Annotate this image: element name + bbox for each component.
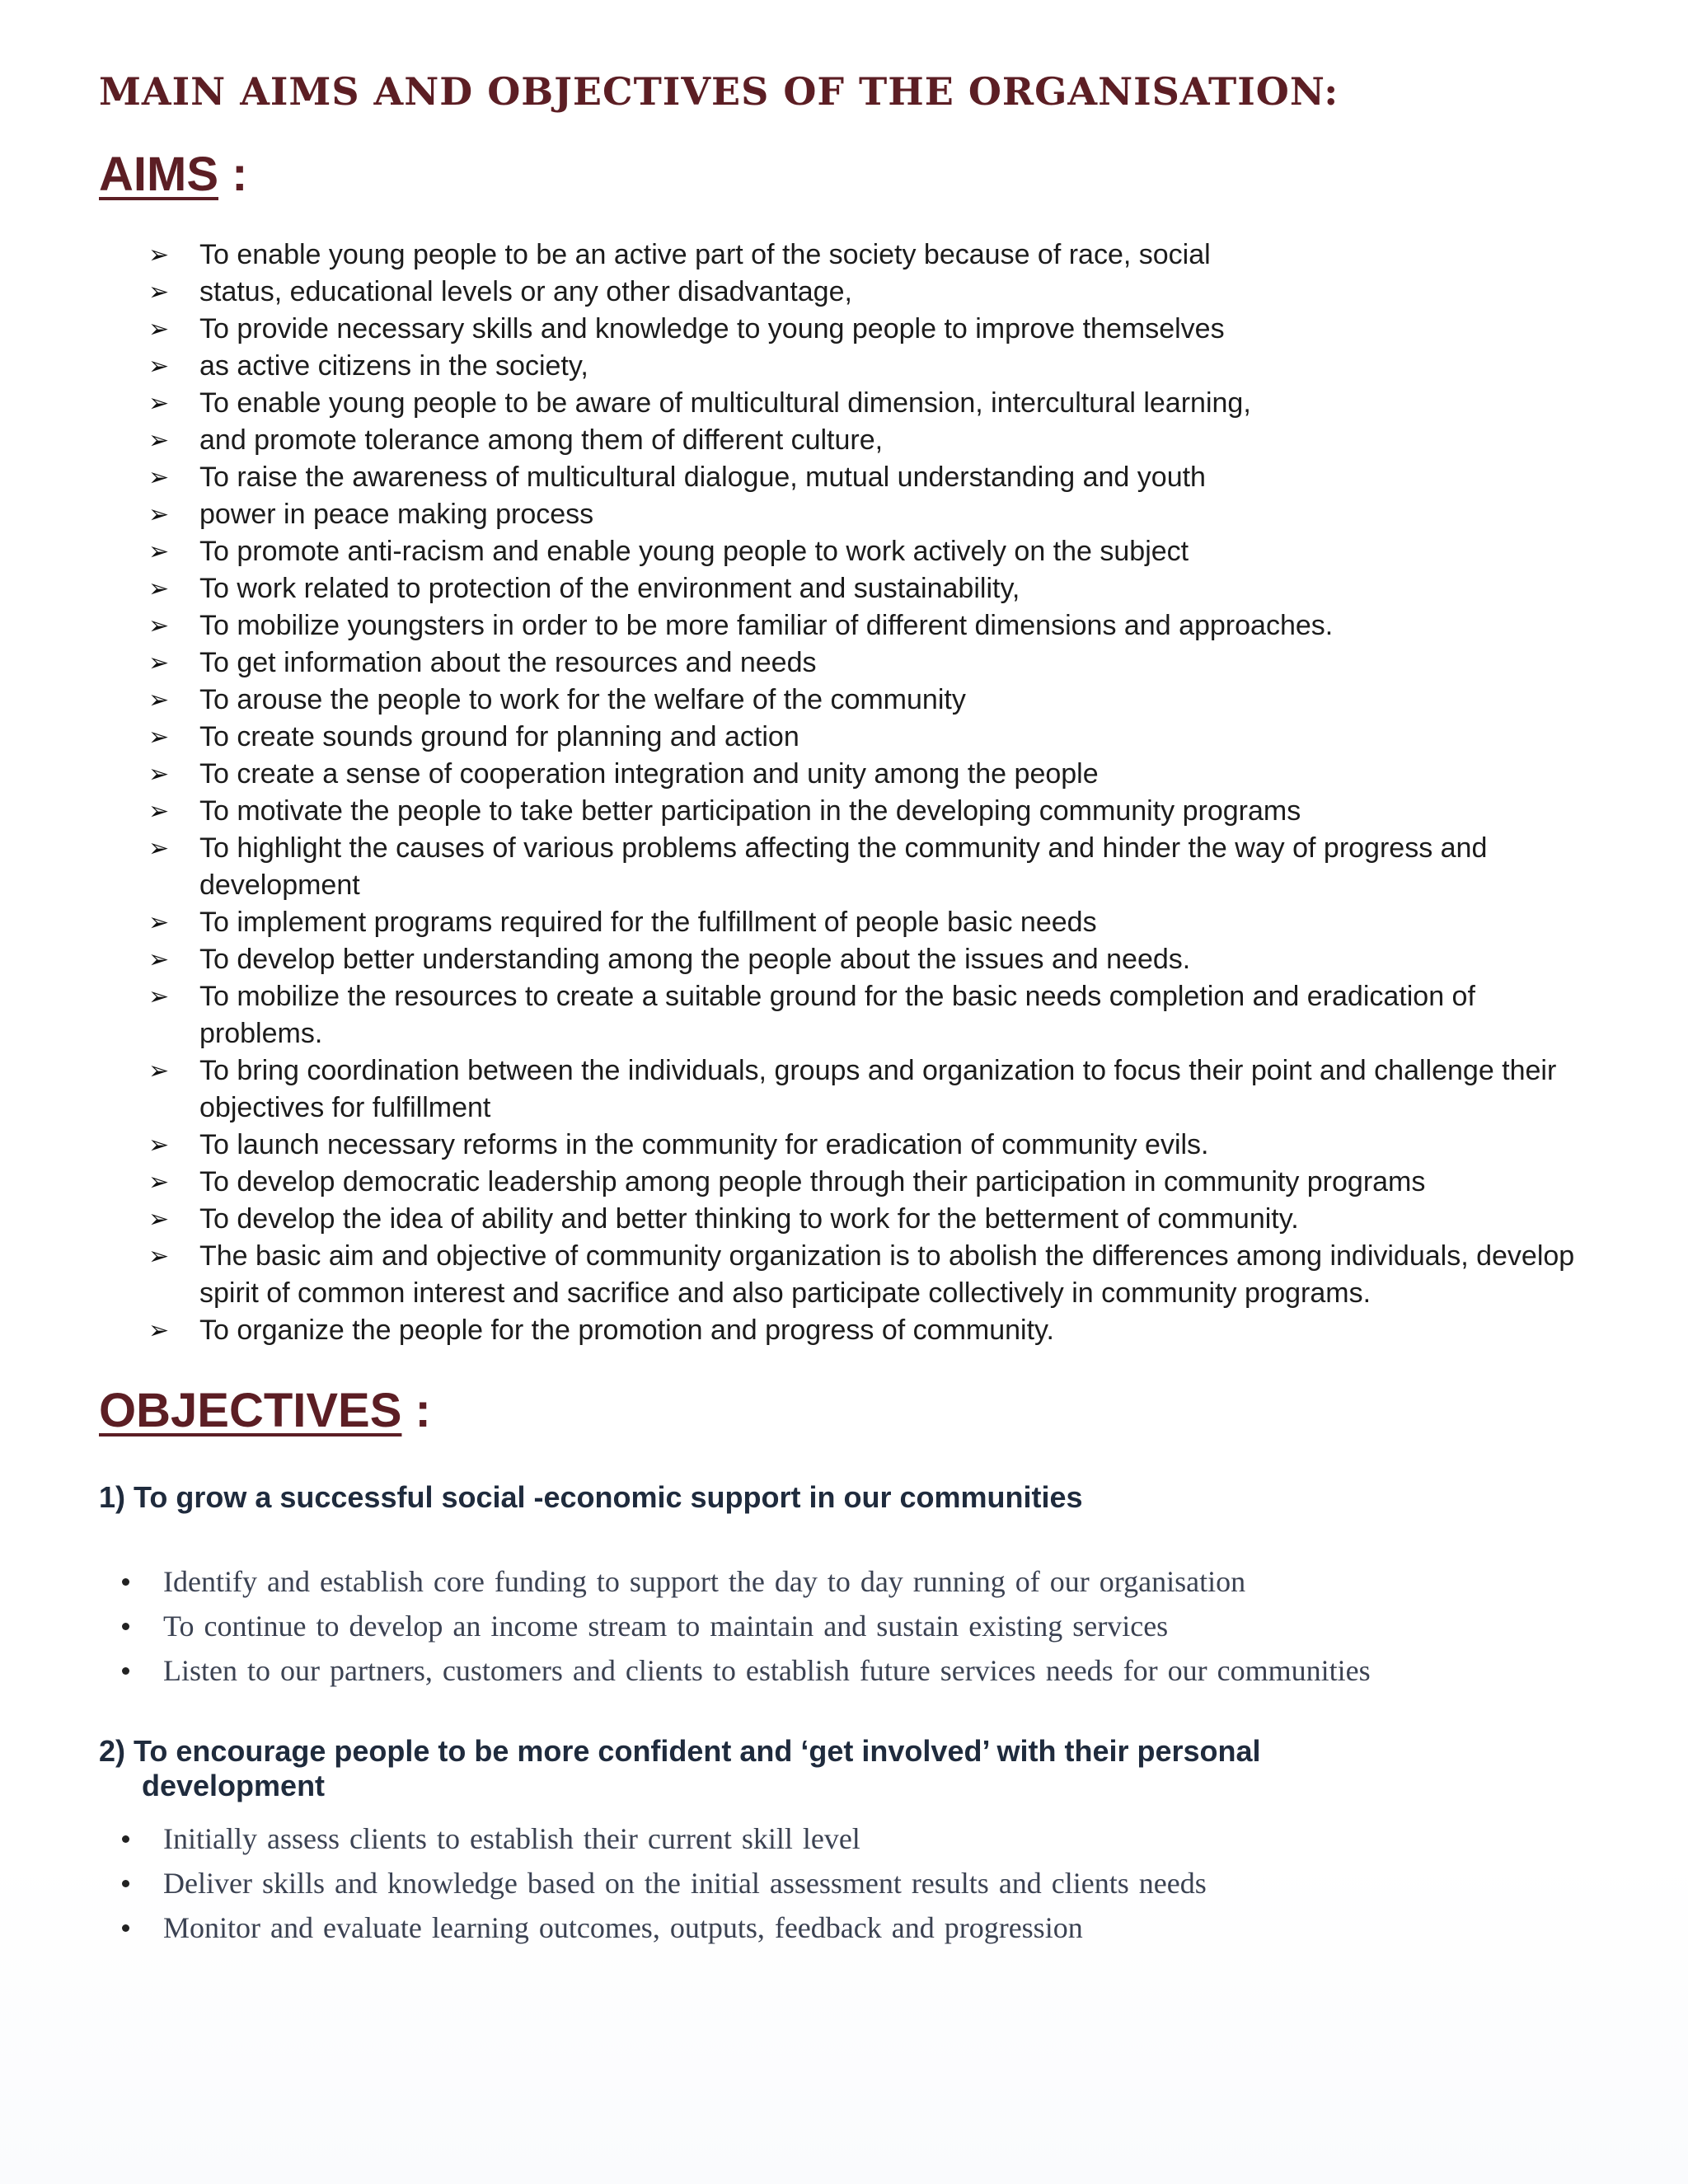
list-item: ➢ To mobilize youngsters in order to be more familiar of different dimensions and approaches.	[148, 607, 1599, 644]
objectives-heading-colon: :	[401, 1383, 431, 1437]
list-item: ➢ To enable young people to be aware of multicultural dimension, intercultural learning,	[148, 385, 1599, 422]
dot-bullet-icon	[122, 1578, 129, 1586]
objective-group-title: 1) To grow a successful social -economic support in our communities	[99, 1480, 1083, 1515]
objectives-heading	[99, 1382, 1599, 1440]
arrowhead-bullet-icon: ➢	[148, 389, 170, 417]
arrowhead-bullet-icon: ➢	[148, 982, 170, 1010]
arrowhead-bullet-icon: ➢	[148, 908, 170, 936]
list-item: ➢ To create sounds ground for planning and action	[148, 719, 1599, 756]
aims-heading	[99, 146, 1599, 204]
arrowhead-bullet-icon: ➢	[148, 649, 170, 677]
list-item: ➢ The basic aim and objective of community organization is to abolish the differences among individuals, develop spirit of common interest and sacrifice and also participate collectively in community programs.	[148, 1238, 1599, 1312]
list-item: Monitor and evaluate learning outcomes, outputs, feedback and progression	[114, 1905, 1599, 1950]
dot-bullet-icon	[122, 1623, 129, 1630]
arrowhead-bullet-icon: ➢	[148, 686, 170, 714]
list-item: Identify and establish core funding to support the day to day running of our organisation	[114, 1559, 1599, 1604]
arrowhead-bullet-icon: ➢	[148, 797, 170, 825]
list-item: ➢ To provide necessary skills and knowledge to young people to improve themselves	[148, 311, 1599, 348]
arrowhead-bullet-icon: ➢	[148, 760, 170, 788]
arrowhead-bullet-icon: ➢	[148, 537, 170, 565]
list-item: ➢ To implement programs required for the fulfillment of people basic needs	[148, 904, 1599, 941]
aims-heading-colon: :	[218, 148, 248, 202]
dot-bullet-icon	[122, 1667, 129, 1675]
list-item: ➢ To organize the people for the promotion and progress of community.	[148, 1312, 1599, 1349]
arrowhead-bullet-icon: ➢	[148, 426, 170, 454]
list-item: ➢ To develop the idea of ability and better thinking to work for the betterment of community.	[148, 1201, 1599, 1238]
list-item: ➢ To raise the awareness of multicultural dialogue, mutual understanding and youth	[148, 459, 1599, 496]
dot-bullet-icon	[122, 1924, 129, 1932]
arrowhead-bullet-icon: ➢	[148, 1168, 170, 1196]
arrowhead-bullet-icon: ➢	[148, 945, 170, 973]
arrowhead-bullet-icon: ➢	[148, 834, 170, 862]
aims-list	[99, 237, 1599, 1349]
list-item: ➢ To get information about the resources and needs	[148, 644, 1599, 682]
page-title: MAIN AIMS AND OBJECTIVES OF THE ORGANISATION:	[99, 69, 1339, 114]
arrowhead-bullet-icon: ➢	[148, 1205, 170, 1233]
dot-bullet-icon	[122, 1880, 129, 1887]
list-item: Initially assess clients to establish their current skill level	[114, 1816, 1599, 1861]
document-page	[99, 69, 1599, 1950]
list-item: ➢ To launch necessary reforms in the community for eradication of community evils.	[148, 1127, 1599, 1164]
arrowhead-bullet-icon: ➢	[148, 574, 170, 602]
list-item: ➢ power in peace making process	[148, 496, 1599, 533]
objectives-heading-text: OBJECTIVES	[99, 1383, 402, 1437]
arrowhead-bullet-icon: ➢	[148, 723, 170, 751]
arrowhead-bullet-icon: ➢	[148, 315, 170, 343]
list-item: ➢ To promote anti-racism and enable young people to work actively on the subject	[148, 533, 1599, 570]
objective-group-list	[99, 1816, 1599, 1950]
arrowhead-bullet-icon: ➢	[148, 500, 170, 528]
list-item: ➢ status, educational levels or any other disadvantage,	[148, 274, 1599, 311]
list-item: ➢ To bring coordination between the individuals, groups and organization to focus their point and challenge their objectives for fulfillment	[148, 1052, 1599, 1127]
arrowhead-bullet-icon: ➢	[148, 1131, 170, 1159]
list-item: To continue to develop an income stream to maintain and sustain existing services	[114, 1604, 1599, 1648]
list-item: Listen to our partners, customers and clients to establish future services needs for our communities	[114, 1648, 1599, 1693]
list-item: ➢ To work related to protection of the environment and sustainability,	[148, 570, 1599, 607]
arrowhead-bullet-icon: ➢	[148, 241, 170, 269]
arrowhead-bullet-icon: ➢	[148, 1057, 170, 1085]
arrowhead-bullet-icon: ➢	[148, 278, 170, 306]
list-item: ➢ To create a sense of cooperation integration and unity among the people	[148, 756, 1599, 793]
objective-group-list	[99, 1559, 1599, 1693]
list-item: ➢ To develop democratic leadership among people through their participation in community programs	[148, 1164, 1599, 1201]
arrowhead-bullet-icon: ➢	[148, 1242, 170, 1270]
list-item: ➢ and promote tolerance among them of different culture,	[148, 422, 1599, 459]
list-item: ➢ To motivate the people to take better participation in the developing community programs	[148, 793, 1599, 830]
list-item: Deliver skills and knowledge based on the initial assessment results and clients needs	[114, 1861, 1599, 1905]
list-item: ➢ To arouse the people to work for the welfare of the community	[148, 682, 1599, 719]
aims-heading-text: AIMS	[99, 148, 218, 202]
dot-bullet-icon	[122, 1835, 129, 1843]
list-item: ➢ To mobilize the resources to create a suitable ground for the basic needs completion and eradication of problems.	[148, 978, 1599, 1052]
list-item: ➢ To enable young people to be an active part of the society because of race, social	[148, 237, 1599, 274]
list-item: ➢ To develop better understanding among the people about the issues and needs.	[148, 941, 1599, 978]
arrowhead-bullet-icon: ➢	[148, 463, 170, 491]
arrowhead-bullet-icon: ➢	[148, 352, 170, 380]
arrowhead-bullet-icon: ➢	[148, 1316, 170, 1344]
objective-group-title: 2) To encourage people to be more confident and ‘get involved’ with their personal development	[99, 1734, 1261, 1803]
arrowhead-bullet-icon: ➢	[148, 612, 170, 640]
list-item: ➢ To highlight the causes of various problems affecting the community and hinder the way of progress and development	[148, 830, 1599, 904]
list-item: ➢ as active citizens in the society,	[148, 348, 1599, 385]
